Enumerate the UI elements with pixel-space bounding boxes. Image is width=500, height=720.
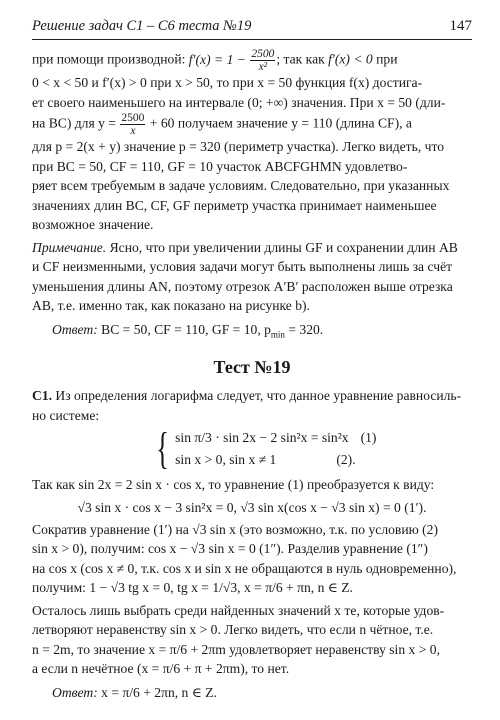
intro-text: при [372,51,398,67]
problem-text: Из определения логарифма следует, что данное уравнение равносиль- [52,388,462,404]
problem-line: а если n нечётное (x = π/6 + π + 2πm), то нет. [32,661,290,677]
intro-text: на BC) для y = [32,115,120,131]
system-tag-2: (2). [336,452,356,468]
problem-line: Осталось лишь выбрать среди найденных значений x те, которые удов- [32,602,445,618]
answer-label: Ответ: [52,684,98,700]
note-line: уменьшения длины AN, поэтому отрезок A′B′ расположен выше отрезка [32,278,453,294]
problem-line: летворяют неравенству sin x > 0. Легко видеть, что если n чётное, т.е. [32,622,434,638]
intro-line: для p = 2(x + y) значение p = 320 (периметр участка). Легко видеть, что [32,139,445,154]
intro-line: при BC = 50, CF = 110, GF = 10 участок ABCFGHMN удовлетво- [32,158,408,174]
answer-2 [52,685,472,701]
system-brace: { [156,424,169,474]
fraction: $\frac{2500}{x}$ [121,112,145,137]
note-text: Ясно, что при увеличении длины GF и сохранении длин AB [106,239,458,255]
problem-label: C1. [32,388,53,404]
note-line: и CF неизменными, условия задачи могут быть выполнены лишь за счёт [32,259,453,274]
problem-line: Так как sin 2x = 2 sin x · cos x, то уравнение (1) преобразуется к виду: [32,477,435,493]
intro-line: ряет всем требуемым в задаче условиям. Следовательно, при указанных [32,178,450,193]
note-label: Примечание. [32,239,107,255]
inline-math: f′(x) < 0 [328,51,373,67]
intro-line: значениях длин BC, CF, GF периметр участка принимает наименьшее [32,197,437,213]
intro-text: при помощи производной: [32,51,189,67]
intro-line: 0 < x < 50 и f′(x) > 0 при x > 50, то при x = 50 функция f(x) достига- [32,75,423,90]
equation-system [152,424,472,474]
running-title: Решение задач C1 – C6 теста №19 [32,18,252,34]
page-header [32,18,472,40]
problem-line: на cos x (cos x ≠ 0, т.к. cos x и sin x не обращаются в нуль одновременно), [32,560,457,576]
problem-line: получим: 1 − √3 tg x = 0, tg x = 1/√3, x = π/6 + πn, n ∈ Z. [32,580,353,596]
section-title: Тест №19 [213,357,291,378]
answer-subscript: min [270,329,285,340]
intro-line: ет своего наименьшего на интервале (0; +∞) значения. При x = 50 (дли- [32,94,446,110]
intro-line: возможное значение. [32,217,154,232]
problem-line: n = 2m, то значение x = π/6 + 2πm удовлетворяет неравенству sin x > 0, [32,641,440,657]
page-number: 147 [449,18,472,34]
equation-line: √3 sin x · cos x − 3 sin²x = 0, √3 sin x(cos x − √3 sin x) = 0 (1′). [77,499,427,515]
note-line: AB, т.е. именно так, как показано на рисунке b). [32,298,310,313]
derivative-formula: f′(x) = 1 − $\frac{2500}{\text{x²}}$ [188,48,275,73]
system-eq-2: sin x > 0, sin x ≠ 1 [175,452,277,468]
intro-text: ; так как [276,51,329,67]
answer-tail: = 320. [284,321,324,337]
problem-line: но системе: [32,407,100,423]
system-tag-1: (1) [360,430,377,446]
problem-line: Сократив уравнение (1′) на √3 sin x (это возможно, т.к. по условию (2) [32,521,438,537]
c1-problem [32,386,472,679]
answer-label: Ответ: [52,321,98,337]
book-page [32,18,472,701]
answer-1 [52,322,472,340]
answer-text: x = π/6 + 2πn, n ∈ Z. [97,684,217,700]
system-eq-1: sin π/3 · sin 2x − 2 sin²x = sin²x [175,430,349,446]
answer-text: BC = 50, CF = 110, GF = 10, p [97,321,271,337]
note-paragraph [32,238,472,316]
intro-paragraph [32,48,472,235]
problem-line: sin x > 0), получим: cos x − √3 sin x = 0 (1″). Разделив уравнение (1″) [32,541,428,557]
intro-text: + 60 получаем значение y = 110 (длина CF), а [146,115,412,131]
